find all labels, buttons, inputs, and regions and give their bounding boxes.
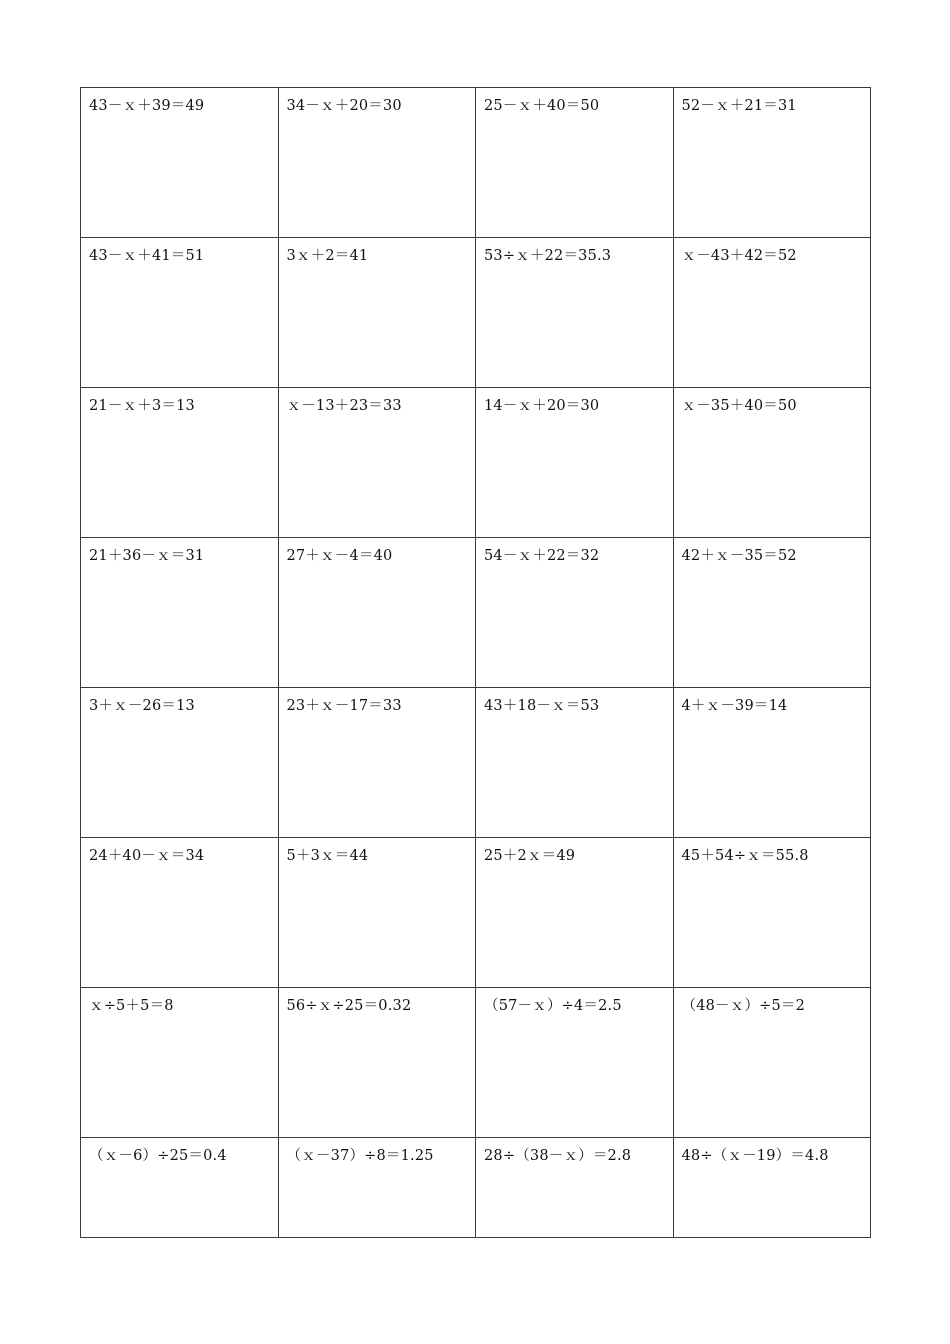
equation-text: 43＋18－ｘ＝53 xyxy=(484,698,600,714)
equation-text: ｘ－43＋42＝52 xyxy=(681,248,797,264)
worksheet-row xyxy=(81,238,871,388)
equation-cell xyxy=(81,538,279,688)
equation-cell xyxy=(81,688,279,838)
equation-text: 34－ｘ＋20＝30 xyxy=(286,98,402,114)
equation-text: 42＋ｘ－35＝52 xyxy=(681,548,797,564)
equation-worksheet-grid xyxy=(80,87,871,1238)
equation-text: 21＋36－ｘ＝31 xyxy=(89,548,205,564)
equation-cell xyxy=(476,538,674,688)
equation-cell xyxy=(278,388,476,538)
equation-cell xyxy=(81,88,279,238)
equation-text: 53÷ｘ＋22＝35.3 xyxy=(484,248,612,264)
equation-cell xyxy=(673,538,871,688)
equation-cell xyxy=(278,988,476,1138)
equation-text: 14－ｘ＋20＝30 xyxy=(484,398,600,414)
equation-text: 43－ｘ＋41＝51 xyxy=(89,248,205,264)
equation-cell xyxy=(673,688,871,838)
equation-text: 4＋ｘ－39＝14 xyxy=(681,698,788,714)
equation-text: ｘ÷5＋5＝8 xyxy=(89,998,174,1014)
equation-text: 24＋40－ｘ＝34 xyxy=(89,848,205,864)
equation-text: （48－ｘ）÷5＝2 xyxy=(681,998,806,1014)
equation-text: ｘ－13＋23＝33 xyxy=(286,398,402,414)
equation-cell xyxy=(278,1138,476,1238)
worksheet-row xyxy=(81,838,871,988)
equation-text: ｘ－35＋40＝50 xyxy=(681,398,797,414)
equation-cell xyxy=(278,88,476,238)
equation-text: 27＋ｘ－4＝40 xyxy=(286,548,393,564)
equation-cell xyxy=(476,238,674,388)
worksheet-row xyxy=(81,88,871,238)
equation-text: 3ｘ＋2＝41 xyxy=(286,248,369,264)
equation-text: 5＋3ｘ＝44 xyxy=(286,848,369,864)
equation-text: 43－ｘ＋39＝49 xyxy=(89,98,205,114)
equation-cell xyxy=(81,1138,279,1238)
equation-cell xyxy=(81,388,279,538)
equation-cell xyxy=(81,238,279,388)
equation-text: 48÷（ｘ－19）＝4.8 xyxy=(681,1148,829,1164)
equation-text: （57－ｘ）÷4＝2.5 xyxy=(484,998,622,1014)
equation-cell xyxy=(673,388,871,538)
equation-cell xyxy=(673,988,871,1138)
equation-cell xyxy=(476,88,674,238)
equation-text: 3＋ｘ－26＝13 xyxy=(89,698,195,714)
equation-cell xyxy=(476,988,674,1138)
equation-cell xyxy=(673,238,871,388)
equation-cell xyxy=(673,838,871,988)
equation-text: （ｘ－6）÷25＝0.4 xyxy=(89,1148,227,1164)
worksheet-row xyxy=(81,1138,871,1238)
equation-cell xyxy=(278,838,476,988)
equation-text: 54－ｘ＋22＝32 xyxy=(484,548,600,564)
equation-cell xyxy=(673,88,871,238)
equation-text: （ｘ－37）÷8＝1.25 xyxy=(286,1148,434,1164)
equation-text: 52－ｘ＋21＝31 xyxy=(681,98,797,114)
equation-cell xyxy=(476,388,674,538)
equation-text: 45＋54÷ｘ＝55.8 xyxy=(681,848,809,864)
equation-cell xyxy=(81,838,279,988)
equation-cell xyxy=(476,1138,674,1238)
equation-cell xyxy=(278,538,476,688)
equation-cell xyxy=(673,1138,871,1238)
equation-cell xyxy=(476,688,674,838)
worksheet-row xyxy=(81,988,871,1138)
equation-text: 25－ｘ＋40＝50 xyxy=(484,98,600,114)
worksheet-row xyxy=(81,538,871,688)
equation-cell xyxy=(476,838,674,988)
equation-text: 25＋2ｘ＝49 xyxy=(484,848,576,864)
equation-cell xyxy=(81,988,279,1138)
equation-text: 28÷（38－ｘ）＝2.8 xyxy=(484,1148,632,1164)
worksheet-row xyxy=(81,388,871,538)
equation-text: 56÷ｘ÷25＝0.32 xyxy=(286,998,412,1014)
equation-text: 23＋ｘ－17＝33 xyxy=(286,698,402,714)
equation-cell xyxy=(278,688,476,838)
equation-text: 21－ｘ＋3＝13 xyxy=(89,398,195,414)
equation-cell xyxy=(278,238,476,388)
worksheet-row xyxy=(81,688,871,838)
